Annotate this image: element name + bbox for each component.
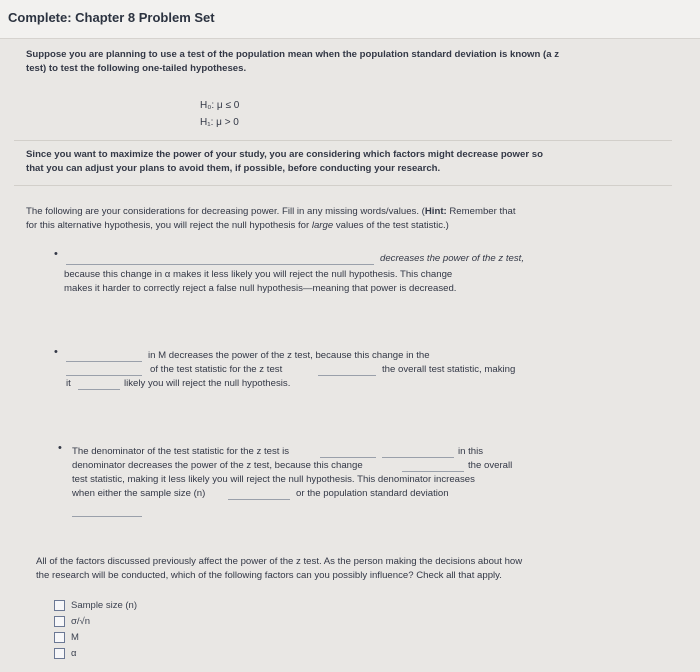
divider [14,185,672,186]
bullet3-line-4a: when either the sample size (n) [72,488,206,499]
emphasis-text: large [311,220,334,231]
bullet2-line-2b: the overall test statistic, making [382,364,516,375]
bullet3-line-2a: denominator decreases the power of the z test, because this change [72,460,363,471]
bullet2-blank-1[interactable] [66,361,142,362]
considerations-line-1 [26,205,516,219]
intro-line-1: Suppose you are planning to use a test of the population mean when the population standard deviation is known (a z [26,49,560,60]
bullet3-blank-5[interactable] [72,516,142,517]
checkbox[interactable] [54,648,65,659]
option-alpha[interactable] [54,648,77,659]
text: values of the test statistic.) [333,220,449,231]
bullet3-blank-1[interactable] [320,457,376,458]
text: for this alternative hypothesis, you will reject the null hypothesis for [26,220,312,231]
bullet1-line-1: decreases the power of the z test, [380,253,524,264]
bullet3-line-4b: or the population standard deviation [296,488,449,499]
bullet3-line-3: test statistic, making it less likely you will reject the null hypothesis. This denominator increases [72,474,475,485]
bullet3-blank-2[interactable] [382,457,454,458]
title-bar [0,0,700,39]
bullet1-blank-1[interactable] [66,264,374,265]
hint-label: Hint: [424,206,447,217]
bullet2-blank-4[interactable] [78,389,120,390]
option-label: σ/√n [71,616,90,628]
bullet3-line-2b: the overall [468,460,513,471]
considerations-line-2 [26,219,449,233]
option-standard-error[interactable] [54,616,90,627]
option-label: Sample size (n) [71,600,137,612]
option-sample-size[interactable] [54,600,137,611]
divider [14,140,672,141]
bullet2-line-1: in M decreases the power of the z test, because this change in the [148,350,430,361]
bullet2-line-3a: it [66,378,71,389]
bullet3-line-1a: The denominator of the test statistic for the z test is [72,446,290,457]
option-label: α [71,648,77,660]
null-hypothesis: H₀: μ ≤ 0 [200,100,240,111]
checkbox[interactable] [54,616,65,627]
alternative-hypothesis: H₁: μ > 0 [200,117,239,128]
bullet2-line-2a: of the test statistic for the z test [150,364,283,375]
power-line-2: that you can adjust your plans to avoid them, if possible, before conducting your research. [26,163,441,174]
bullet3-line-1b: in this [458,446,484,457]
checkbox[interactable] [54,600,65,611]
bullet2-blank-2[interactable] [66,375,142,376]
bullet-marker: • [58,442,62,454]
power-line-1: Since you want to maximize the power of your study, you are considering which factors might decrease power so [26,149,543,160]
problem-content [0,38,700,672]
checkbox[interactable] [54,632,65,643]
page-title: Complete: Chapter 8 Problem Set [8,10,215,25]
option-label: M [71,632,79,644]
factors-line-2: the research will be conducted, which of the following factors can you possibly influence? Check all that apply. [36,570,502,581]
bullet-marker: • [54,248,58,260]
bullet2-line-3b: likely you will reject the null hypothesis. [124,378,291,389]
bullet3-blank-4[interactable] [228,499,290,500]
text: Remember that [446,206,516,217]
bullet2-blank-3[interactable] [318,375,376,376]
bullet3-blank-3[interactable] [402,471,464,472]
bullet-marker: • [54,346,58,358]
factors-line-1: All of the factors discussed previously affect the power of the z test. As the person making the decisions about how [36,556,523,567]
bullet1-line-2: because this change in α makes it less likely you will reject the null hypothesis. This change [64,269,453,280]
option-m[interactable] [54,632,79,643]
text: The following are your considerations for decreasing power. Fill in any missing words/values. ( [26,206,425,217]
intro-line-2: test) to test the following one-tailed hypotheses. [26,63,247,74]
bullet1-line-3: makes it harder to correctly reject a false null hypothesis—meaning that power is decreased. [64,283,457,294]
